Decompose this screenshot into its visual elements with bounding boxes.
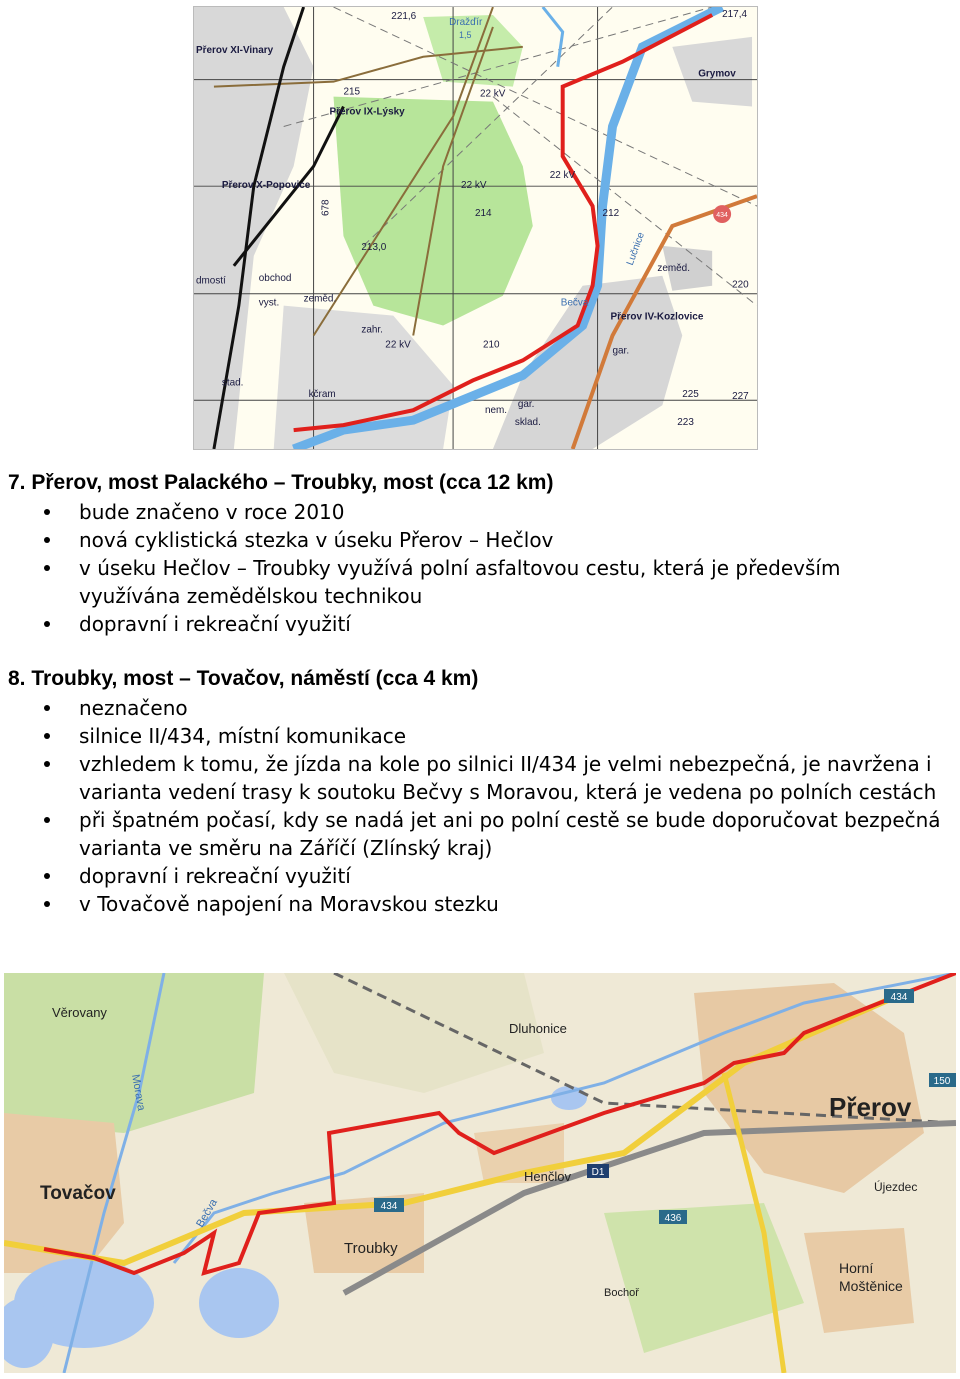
label-dmosti: dmostí [195,275,226,287]
road-badge-434-b-label: 434 [380,1201,398,1212]
label-zemed-1: zeměd. [657,262,690,274]
section-8-list [0,694,960,918]
label-becva: Bečva [194,1197,220,1230]
label-elev-225: 225 [682,389,699,401]
list-item: dopravní i rekreační využití [0,610,960,638]
list-item: neznačeno [0,694,960,722]
list-item: v Tovačově napojení na Moravskou stezku [0,890,960,918]
label-mostenice: Moštěnice [839,1278,903,1294]
label-zemed-2: zeměd. [303,293,337,305]
road-badge-434-label: 434 [890,992,908,1003]
section-7-heading: 7. Přerov, most Palackého – Troubky, most (cca 12 km) [8,471,554,494]
map-top-canvas [194,7,757,449]
label-elev-213: 213,0 [361,241,387,253]
label-bochor: Bochoř [604,1287,639,1299]
map-top-prerov-troubky [193,6,758,450]
list-item-continuation: varianta ve směru na Záříčí (Zlínský kraj) [79,836,493,860]
label-elev-215: 215 [343,86,361,98]
label-ujezdec: Újezdec [874,1180,918,1194]
list-item-continuation: využívána zemědělskou technikou [79,584,423,608]
label-prerov-x: Přerov X-Popovice [221,180,311,192]
label-henclov: Henčlov [524,1169,571,1184]
list-item: v úseku Hečlov – Troubky využívá polní asfaltovou cestu, která je především [0,554,960,582]
label-prerov-ix: Přerov IX-Lýsky [329,106,405,118]
list-item: při špatném počasí, kdy se nadá jet ani po polní cestě se bude doporučovat bezpečná [0,806,960,834]
label-stad: stad. [221,377,244,389]
label-lucnice: Lučnice [624,230,647,267]
list-item: vzhledem k tomu, že jízda na kole po silnici II/434 je velmi nebezpečná, je navržena i [0,750,960,778]
road-badge-434-label: 434 [716,212,728,220]
label-sklad: sklad. [514,417,541,429]
label-verovany: Věrovany [52,1005,107,1020]
label-elev-220: 220 [732,279,749,291]
label-drazdir: Dražďír [449,16,483,28]
map-bottom-troubky-tovacov [4,973,956,1373]
road-badge-436-label: 436 [664,1213,682,1224]
section-8-heading: 8. Troubky, most – Tovačov, náměstí (cca 4 km) [8,667,479,690]
section-7-list [0,498,960,638]
map-bottom-canvas [4,973,956,1373]
label-elev-212: 212 [602,208,620,220]
label-troubky: Troubky [344,1240,398,1257]
label-elev-210: 210 [482,339,500,351]
label-horni: Horní [839,1260,874,1276]
label-keram: kčram [308,389,336,401]
label-prerov: Přerov [829,1092,912,1122]
label-elev-217: 217,4 [722,8,748,20]
label-grymov: Grymov [698,68,736,80]
label-morava: Morava [129,1073,148,1112]
list-item: silnice II/434, místní komunikace [0,722,960,750]
label-becva: Bečva [560,297,589,309]
list-item: bude značeno v roce 2010 [0,498,960,526]
label-obchod: obchod [258,272,292,284]
label-road-678: 678 [320,199,332,217]
label-vyst: vyst. [258,297,280,309]
label-prerov-xi: Přerov XI-Vinary [195,44,274,56]
label-dluhonice: Dluhonice [509,1021,567,1036]
road-badge-150-label: 150 [933,1076,951,1087]
label-gar-2: gar. [612,345,630,357]
label-kv-4: 22 kV [385,339,411,351]
list-item-continuation: varianta vedení trasy k soutoku Bečvy s Moravou, která je vedena po polních cestách [79,780,937,804]
list-item: dopravní i rekreační využití [0,862,960,890]
label-drazdir-value: 1,5 [459,29,472,40]
label-elev-221: 221,6 [391,10,417,22]
label-tovacov: Tovačov [40,1183,116,1204]
stream [543,7,563,67]
label-prerov-iv: Přerov IV-Kozlovice [610,311,704,323]
label-zahr: zahr. [361,324,383,336]
label-elev-214: 214 [475,208,492,220]
label-kv-1: 22 kV [479,88,506,100]
list-item: nová cyklistická stezka v úseku Přerov – Hečlov [0,526,960,554]
label-gar-1: gar. [517,399,535,411]
label-elev-227: 227 [732,391,749,403]
label-kv-3: 22 kV [461,180,487,192]
label-elev-223: 223 [677,417,694,429]
label-kv-2: 22 kV [549,170,576,182]
road-badge-d1-label: D1 [591,1167,605,1178]
meadow-area [334,97,533,326]
label-nem: nem. [484,405,508,417]
